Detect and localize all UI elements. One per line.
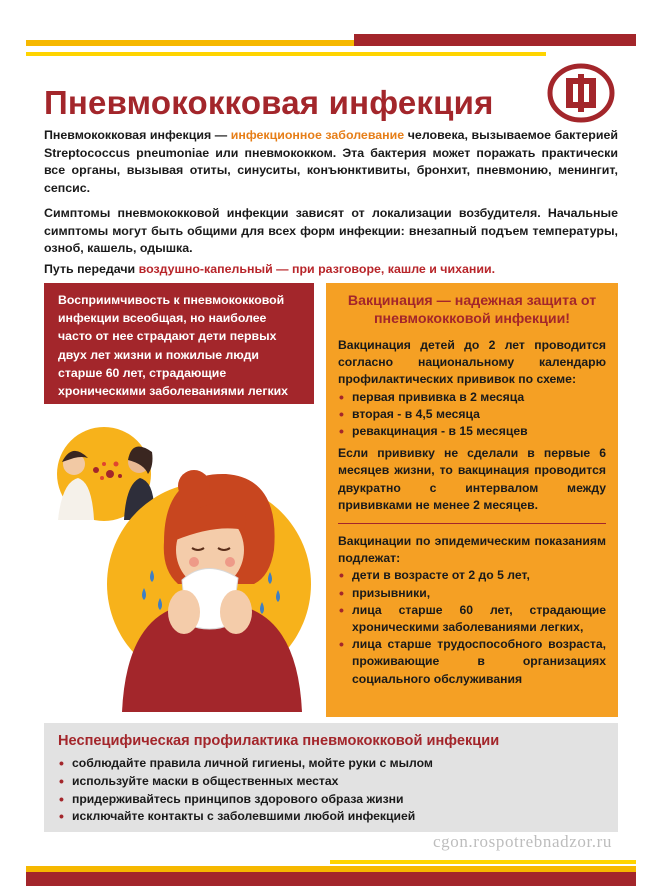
top-stripe-yellow xyxy=(26,52,546,56)
intro-definition-highlight: инфекционное заболевание xyxy=(230,128,405,142)
vaccination-epidemic-intro: Вакцинации по эпидемическим показаниям подлежат: xyxy=(338,534,606,566)
list-item: • исключайте контакты с заболевшими любой инфекцией xyxy=(58,808,604,826)
intro-symptoms: Симптомы пневмококковой инфекции зависят от локализации возбудителя. Начальные симптомы могут быть общими для всех форм инфекции: внезапный подъем температуры, озноб, кашель, одышка. xyxy=(44,206,618,256)
list-item: • используйте маски в общественных местах xyxy=(58,773,604,791)
prevention-list xyxy=(58,755,604,826)
vaccination-epidemic-list xyxy=(338,567,606,687)
prevention-box xyxy=(44,723,618,832)
susceptibility-text: Восприимчивость к пневмококковой инфекции всеобщая, но наиболее часто от нее страдают дети первых двух лет жизни и пожилые люди старше 60 лет, страдающие хроническими заболеваниями легких xyxy=(58,293,289,399)
vaccination-missed-note: Если прививку не сделали в первые 6 месяцев жизни, то вакцинация проводится двукратно с интервалом между прививками не менее 2 месяцев. xyxy=(338,446,606,512)
intro-definition xyxy=(44,127,618,197)
list-item: • лица старше трудоспособного возраста, проживающие в организациях социального обслуживания xyxy=(338,636,606,688)
vaccination-heading: Вакцинация — надежная защита от пневмококковой инфекции! xyxy=(347,293,597,327)
intro-transmission-highlight: воздушно-капельный — при разговоре, кашле и чихании. xyxy=(138,262,496,276)
prevention-heading: Неспецифическая профилактика пневмококковой инфекции xyxy=(58,733,500,749)
list-item: • соблюдайте правила личной гигиены, мойте руки с мылом xyxy=(58,755,604,773)
vaccination-divider xyxy=(338,523,606,524)
list-item: • лица старше 60 лет, страдающие хроническими заболеваниями легких, xyxy=(338,602,606,636)
list-item: • придерживайтесь принципов здорового образа жизни xyxy=(58,791,604,809)
sneezing-woman-illustration xyxy=(44,412,316,712)
list-item: • первая прививка в 2 месяца xyxy=(338,389,606,406)
list-item: • вторая - в 4,5 месяца xyxy=(338,406,606,423)
two-people-circle-icon xyxy=(57,427,154,521)
vaccination-schedule-intro: Вакцинация детей до 2 лет проводится согласно национальному календарю профилактических прививок по схеме: xyxy=(338,338,606,387)
bottom-stripe-yellow xyxy=(330,860,636,864)
intro-definition-rest: человека, вызываемое бактерией Streptococcus pneumoniae или пневмококком. Эта бактерия может поражать практически все органы, вызывая отиты, синуситы, конъюнктивиты, бронхит, пневмонию, менингит, сепсис. xyxy=(44,128,619,195)
vaccination-box xyxy=(326,283,618,717)
vaccination-schedule-list xyxy=(338,389,606,441)
list-item: • призывники, xyxy=(338,585,606,602)
intro-transmission-start: Путь передачи xyxy=(44,262,139,276)
list-item: • дети в возрасте от 2 до 5 лет, xyxy=(338,567,606,584)
intro-transmission xyxy=(44,261,618,279)
intro-definition-start: Пневмококковая инфекция — xyxy=(44,128,231,142)
top-stripe-red xyxy=(354,34,636,46)
source-watermark: cgon.rospotrebnadzor.ru xyxy=(432,832,612,851)
list-item: • ревакцинация - в 15 месяцев xyxy=(338,423,606,440)
bottom-stripe-red xyxy=(26,872,636,886)
page-title: Пневмококковая инфекция xyxy=(44,84,494,121)
susceptibility-box xyxy=(44,283,314,404)
rospotrebnadzor-logo-icon xyxy=(546,62,616,124)
